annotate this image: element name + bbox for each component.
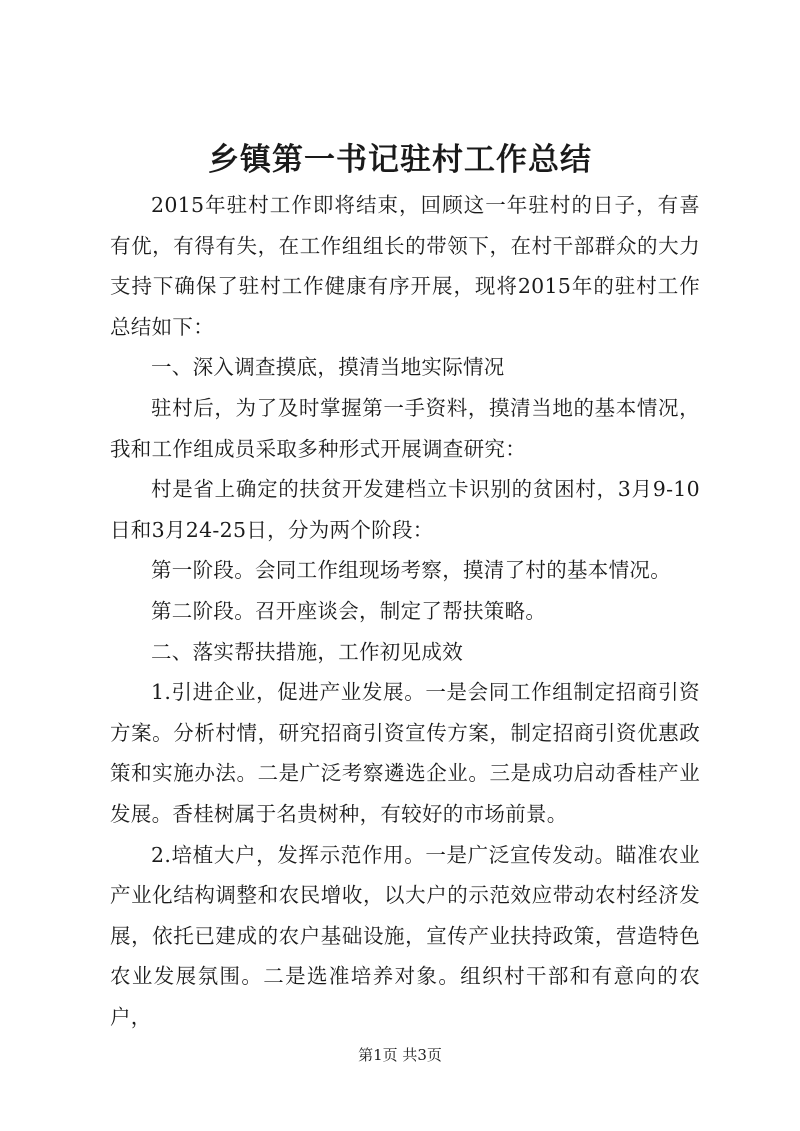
- section-heading-1: 一、深入调查摸底，摸清当地实际情况: [151, 355, 505, 380]
- page-number-footer: 第1页 共3页: [358, 1046, 442, 1064]
- paragraph: 驻村后，为了及时掌握第一手资料，摸清当地的基本情况，我和工作组成员采取多种形式开展调查研究：: [110, 395, 700, 461]
- paragraph-intro: 2015年驻村工作即将结束，回顾这一年驻村的日子，有喜有优，有得有失，在工作组组长的带领下，在村干部群众的大力支持下确保了驻村工作健康有序开展，现将2015年的驻村工作总结如下：: [110, 193, 700, 339]
- paragraph-item-1: 1.引进企业，促进产业发展。一是会同工作组制定招商引资方案。分析村情，研究招商引资宣传方案，制定招商引资优惠政策和实施办法。二是广泛考察遴选企业。三是成功启动香桂产业发展。香桂树属于名贵树种，有较好的市场前景。: [110, 680, 700, 826]
- paragraph-stage-1: 第一阶段。会同工作组现场考察，摸清了村的基本情况。: [151, 558, 671, 583]
- document-body: [110, 185, 700, 1037]
- paragraph-item-2: 2.培植大户，发挥示范作用。一是广泛宣传发动。瞄准农业产业化结构调整和农民增收，以大户的示范效应带动农村经济发展，依托已建成的农户基础设施，宣传产业扶持政策，营造特色农业发展氛围。二是选准培养对象。组织村干部和有意向的农户，: [110, 842, 700, 1029]
- paragraph-stage-2: 第二阶段。召开座谈会，制定了帮扶策略。: [151, 598, 547, 623]
- paragraph: 村是省上确定的扶贫开发建档立卡识别的贫困村，3月9-10日和3月24-25日，分为两个阶段：: [110, 477, 700, 542]
- document-title: 乡镇第一书记驻村工作总结: [208, 142, 592, 178]
- section-heading-2: 二、落实帮扶措施，工作初见成效: [151, 639, 463, 664]
